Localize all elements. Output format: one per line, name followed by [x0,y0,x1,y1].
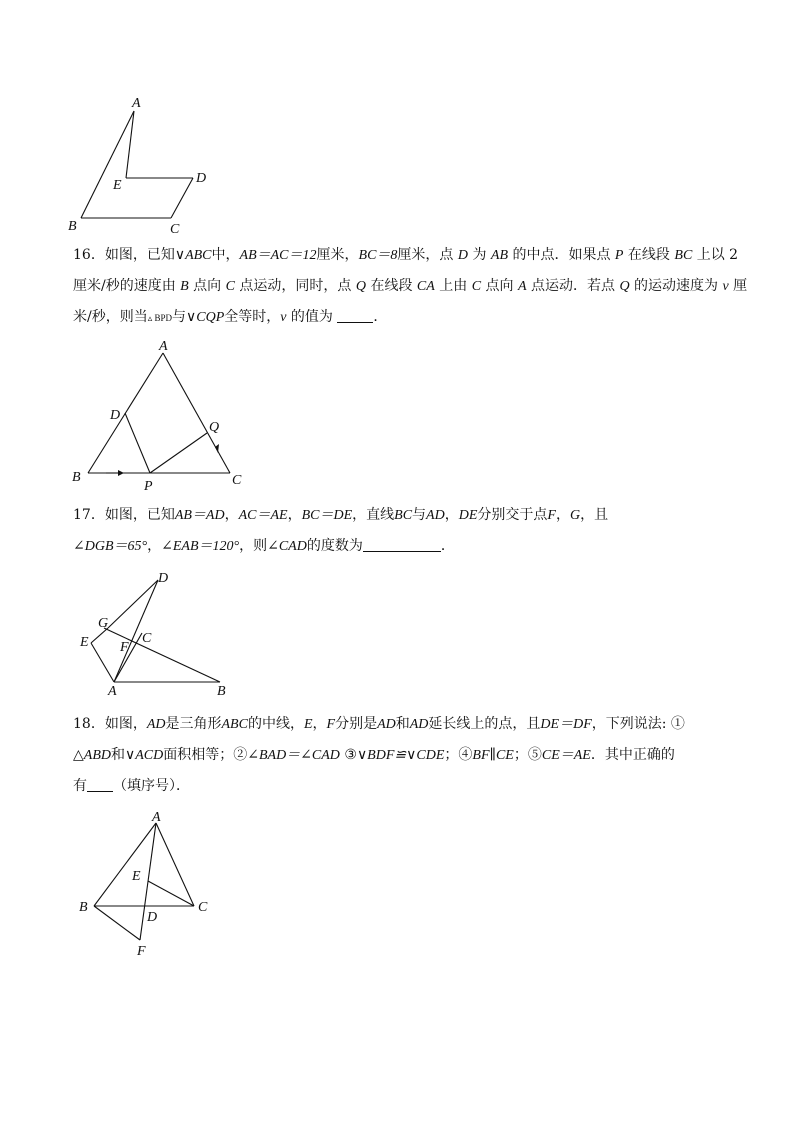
label-F: F [137,944,146,959]
label-C: C [198,900,208,915]
label-B: B [72,470,81,485]
label-D: D [110,408,121,423]
label-A: A [132,96,141,111]
label-A: A [152,810,161,825]
q16-line-1: 16．如图，已知∨ABC中，AB＝AC＝12厘米，BC＝8厘米，点 D 为 AB 的中点．如果点 P 在线段 BC 上以 2 [73,247,739,263]
figure-17-diagram [70,565,250,705]
figure-18-diagram [70,805,230,965]
label-C: C [232,473,242,488]
q16-line-2: 厘米/秒的速度由 B 点向 C 点运动，同时，点 Q 在线段 CA 上由 C 点向 A 点运动．若点 Q 的运动速度为 v 厘 [73,278,748,294]
answer-blank-18[interactable] [87,776,113,792]
label-B: B [217,684,226,699]
label-P: P [144,479,153,494]
label-B: B [79,900,88,915]
q17-line-1: 17．如图，已知AB＝AD，AC＝AE，BC＝DE，直线BC与AD，DE分别交于点F，G，且 [73,507,609,523]
answer-blank-16[interactable] [337,307,373,323]
figure-17 [70,565,250,705]
label-E: E [132,869,141,884]
figure-16 [60,335,260,495]
label-C: C [170,222,180,237]
label-A: A [159,339,168,354]
label-D: D [147,910,158,925]
q17-line-2: ∠DGB＝65°，∠EAB＝120°，则∠CAD的度数为 ． [73,538,455,554]
q16-line-3: 米/秒，则当▵ BPD与∨CQP全等时，v 的值为 ． [73,309,388,325]
q18-line-2: △ABD和∨ACD面积相等；②∠BAD＝∠CAD ③∨BDF≌∨CDE；④BF∥CE；⑤CE＝AE．其中正确的 [73,747,675,763]
label-D: D [158,571,169,586]
figure-15-diagram [60,90,240,240]
label-Q: Q [209,420,220,435]
label-E: E [80,635,89,650]
label-B: B [68,219,77,234]
label-F: F [120,640,129,655]
label-G: G [98,616,109,631]
q18-line-1: 18．如图，AD是三角形ABC的中线，E，F分别是AD和AD延长线上的点，且DE＝DF，下列说法: ① [73,716,685,732]
answer-blank-17[interactable] [363,536,441,552]
label-C: C [142,631,152,646]
label-E: E [113,178,122,193]
figure-18 [70,805,230,965]
question-18 [73,709,733,802]
figure-15 [60,90,240,240]
question-17 [73,500,733,562]
question-16 [73,240,748,334]
label-A: A [108,684,117,699]
figure-16-diagram [60,335,260,495]
q18-line-3: 有 （填序号）． [73,778,190,794]
label-D: D [196,171,207,186]
arrow-bp [118,470,124,476]
